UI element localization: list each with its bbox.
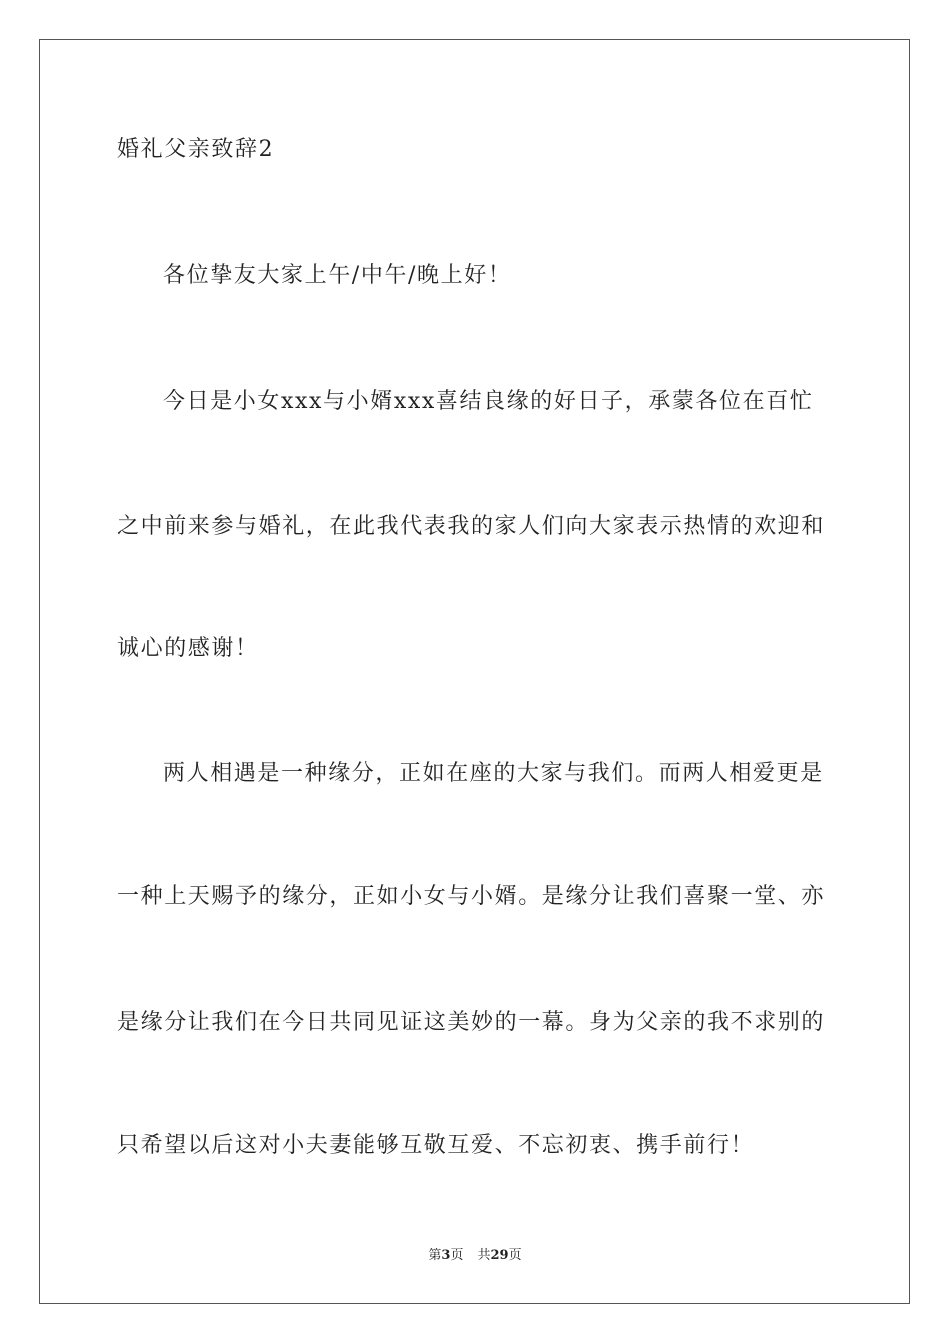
paragraph-line: 只希望以后这对小夫妻能够互敬互爱、不忘初衷、携手前行！: [117, 1133, 755, 1158]
total-pages: 29: [490, 1248, 509, 1263]
paragraph-line: 是缘分让我们在今日共同见证这美妙的一幕。身为父亲的我不求别的: [117, 1010, 826, 1035]
page-number: 3: [441, 1248, 451, 1263]
paragraph-line: 诚心的感谢！: [117, 636, 259, 661]
paragraph-line: 之中前来参与婚礼，在此我代表我的家人们向大家表示热情的欢迎和: [117, 514, 826, 539]
total-prefix: 共: [477, 1248, 491, 1263]
page-prefix: 第: [428, 1248, 442, 1263]
page-footer: [0, 1248, 950, 1264]
paragraph-line: 两人相遇是一种缘分，正如在座的大家与我们。而两人相爱更是: [163, 761, 824, 786]
paragraph-line: 今日是小女xxx与小婿xxx喜结良缘的好日子，承蒙各位在百忙: [163, 389, 814, 414]
page-border: [39, 39, 910, 1304]
paragraph-line: 一种上天赐予的缘分，正如小女与小婿。是缘分让我们喜聚一堂、亦: [117, 884, 826, 909]
page-suffix: 页: [450, 1248, 464, 1263]
document-title: 婚礼父亲致辞2: [117, 137, 275, 162]
total-suffix: 页: [508, 1248, 522, 1263]
greeting-line: 各位挚友大家上午/中午/晚上好！: [163, 263, 512, 288]
